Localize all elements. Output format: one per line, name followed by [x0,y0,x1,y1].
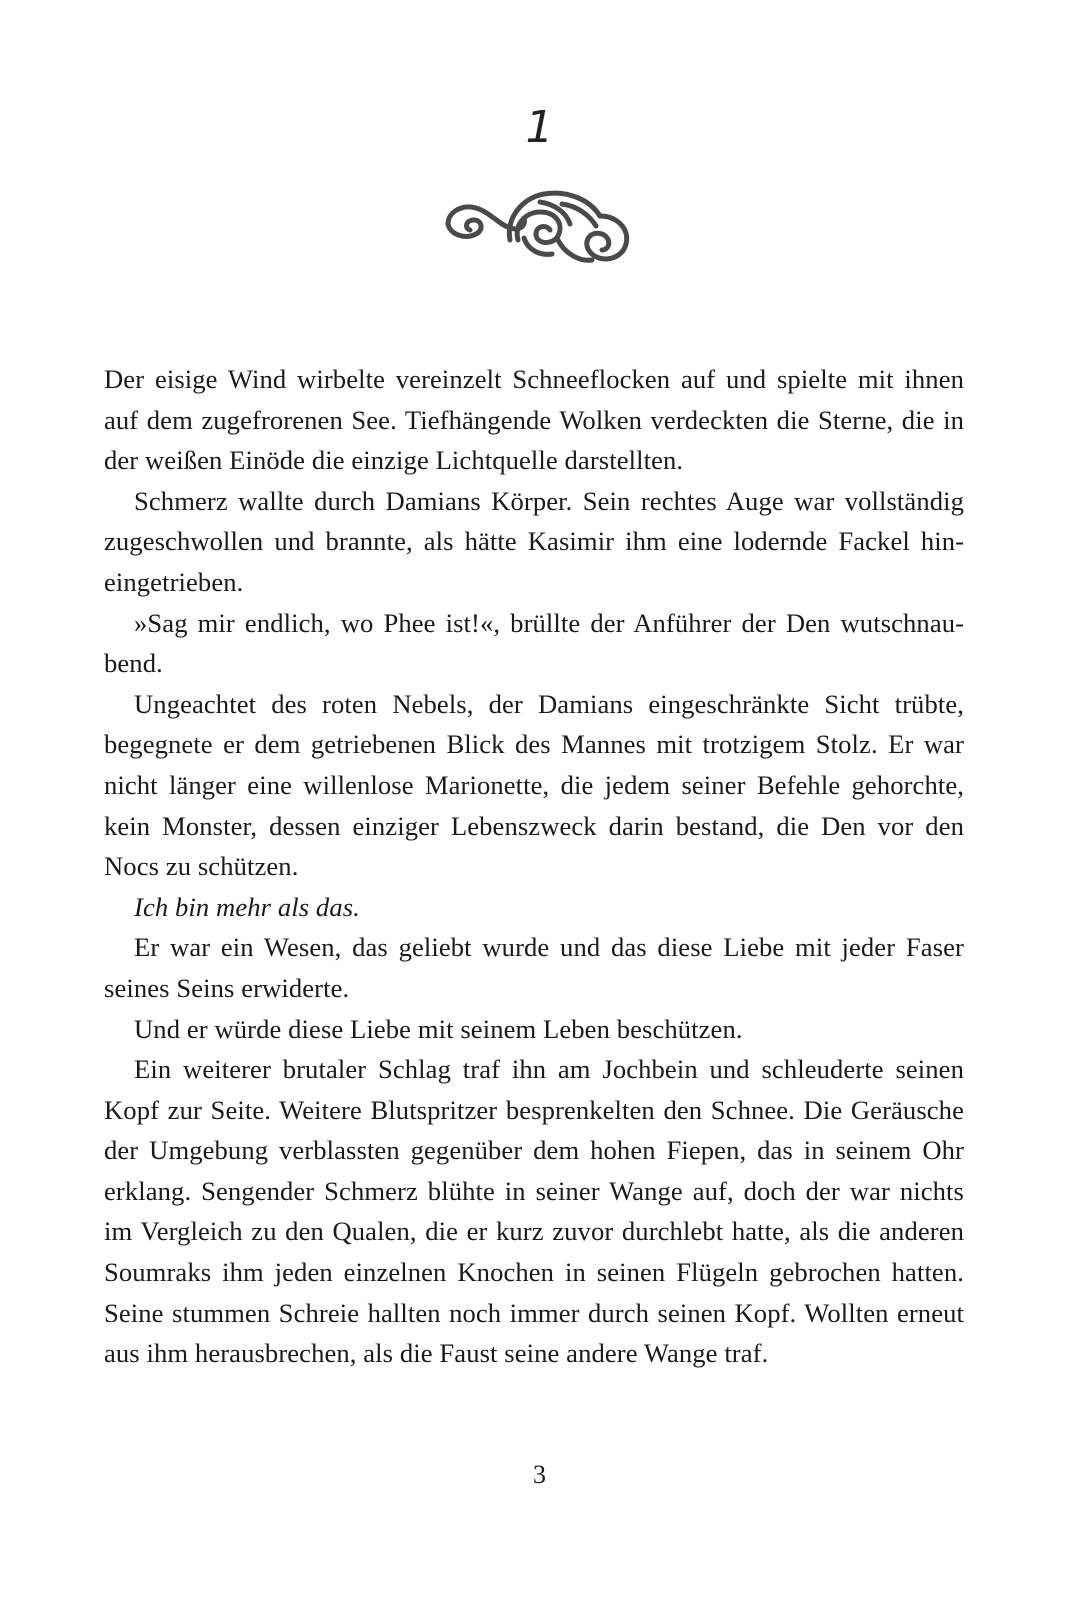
paragraph: »Sag mir endlich, wo Phee ist!«, brüllte der Anführer der Den wutschnaubend. [104,607,964,679]
paragraph: Schmerz wallte durch Damians Körper. Sein rechtes Auge war vollständig zugeschwollen und brannte, als hätte Kasimir ihm eine lodernde Fackel hineingetrieben. [104,485,964,597]
paragraph: Ungeachtet des roten Nebels, der Damians eingeschränkte Sicht trübte, begegnete er dem getriebenen Blick des Mannes mit trotzigem Stolz. Er war nicht länger eine willenlose Marionette, die jedem seiner Befehle gehorchte, kein Monster, dessen einziger Lebenszweck darin bestand, die Den vor den Nocs zu schützen. [104,688,964,882]
chapter-body-text [104,359,964,1374]
paragraph: Der eisige Wind wirbelte vereinzelt Schneeflocken auf und spielte mit ihnen auf dem zugefrorenen See. Tiefhängende Wolken verdeckten die Sterne, die in der weißen Einöde die einzige Lichtquelle darstellten. [104,364,964,476]
paragraph: Ein weiterer brutaler Schlag traf ihn am Jochbein und schleuderte seinen Kopf zur Seite. Weitere Blutspritzer besprenkelten den Schnee. Die Geräusche der Umgebung verblassten gegenüber dem hohen Fiepen, das in seinem Ohr erklang. Sengender Schmerz blühte in seiner Wange auf, doch der war nichts im Vergleich zu den Qualen, die er kurz zuvor durchlebt hatte, als die anderen Soumraks ihm jeden einzelnen Knochen in seinen Flügeln gebrochen hatten. Seine stummen Schreie hallten noch immer durch seinen Kopf. Wollten erneut aus ihm herausbrechen, als die Faust seine andere Wange traf. [104,1054,964,1369]
swirl-ornament-icon [440,182,640,272]
page-number: 3 [533,1460,546,1489]
italic-thought-paragraph: Ich bin mehr als das. [134,891,360,922]
chapter-number: 1 [525,102,554,153]
paragraph: Und er würde diese Liebe mit seinem Leben beschützen. [134,1013,743,1044]
paragraph: Er war ein Wesen, das geliebt wurde und das diese Liebe mit jeder Faser seines Seins erwiderte. [104,932,964,1003]
